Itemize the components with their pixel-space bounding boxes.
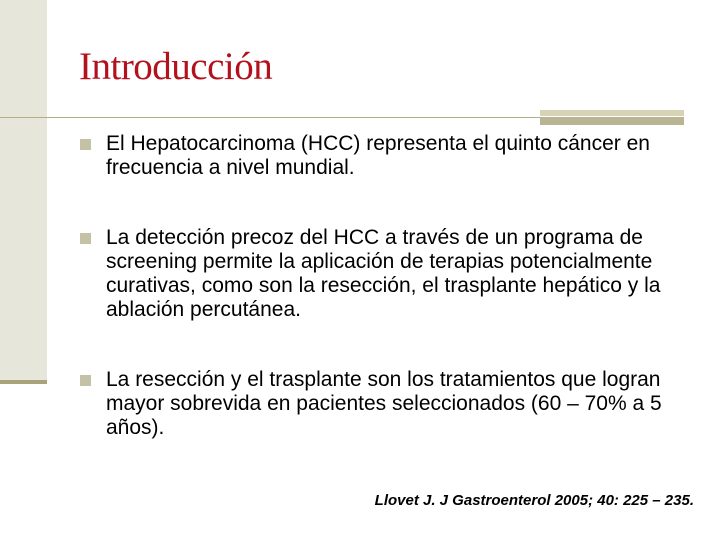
left-bar-bottom-edge: [0, 380, 47, 384]
bullet-item: [80, 226, 705, 322]
bullet-item: [80, 368, 705, 440]
bullet-item: [80, 132, 705, 180]
bullet-text: La detección precoz del HCC a través de un programa de screening permite la aplicación de terapias potencialmente curativas, como son la resección, el trasplante hepático y la ablación percutánea.: [106, 226, 661, 321]
accent-block-top: [540, 110, 684, 116]
bullet-text: La resección y el trasplante son los tratamientos que logran mayor sobrevida en pacientes seleccionados (60 – 70% a 5 años).: [106, 368, 662, 439]
left-decorative-bar: [0, 0, 47, 382]
bullet-list: [80, 132, 705, 486]
accent-block-bottom: [540, 117, 684, 125]
citation: Llovet J. J Gastroenterol 2005; 40: 225 – 235.: [374, 492, 694, 509]
square-bullet-icon: [80, 233, 91, 244]
slide-title: Introducción: [79, 45, 273, 88]
title-divider: [0, 117, 540, 118]
bullet-text: El Hepatocarcinoma (HCC) representa el quinto cáncer en frecuencia a nivel mundial.: [106, 132, 650, 179]
square-bullet-icon: [80, 139, 91, 150]
square-bullet-icon: [80, 375, 91, 386]
